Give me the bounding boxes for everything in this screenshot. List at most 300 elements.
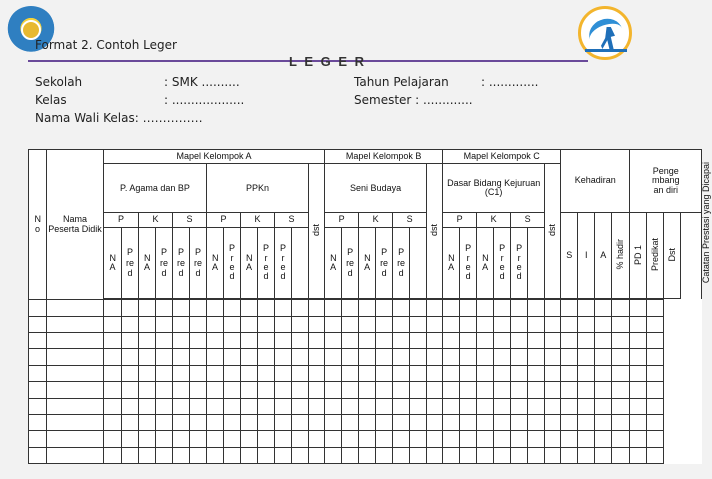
table-cell[interactable] [545, 431, 561, 447]
table-cell[interactable] [528, 316, 545, 332]
table-cell[interactable] [275, 447, 292, 463]
table-cell[interactable] [275, 398, 292, 414]
table-cell[interactable] [376, 382, 393, 398]
table-cell[interactable] [190, 431, 207, 447]
table-cell[interactable] [190, 447, 207, 463]
table-cell[interactable] [207, 349, 224, 365]
table-cell[interactable] [139, 316, 156, 332]
table-cell[interactable] [292, 398, 309, 414]
table-cell[interactable] [427, 333, 443, 349]
table-cell[interactable] [156, 333, 173, 349]
table-cell[interactable] [29, 414, 47, 430]
table-cell[interactable] [561, 316, 578, 332]
table-cell[interactable] [494, 365, 511, 381]
table-cell[interactable] [292, 300, 309, 316]
table-cell[interactable] [156, 382, 173, 398]
table-cell[interactable] [241, 300, 258, 316]
table-cell[interactable] [139, 300, 156, 316]
table-cell[interactable] [359, 431, 376, 447]
table-cell[interactable] [630, 447, 647, 463]
table-cell[interactable] [561, 333, 578, 349]
table-cell[interactable] [156, 414, 173, 430]
table-cell[interactable] [595, 365, 612, 381]
table-cell[interactable] [275, 365, 292, 381]
table-cell[interactable] [325, 349, 342, 365]
table-cell[interactable] [156, 300, 173, 316]
table-cell[interactable] [494, 414, 511, 430]
table-cell[interactable] [47, 431, 104, 447]
table-cell[interactable] [359, 365, 376, 381]
table-cell[interactable] [460, 365, 477, 381]
table-cell[interactable] [139, 414, 156, 430]
table-cell[interactable] [528, 300, 545, 316]
table-cell[interactable] [427, 349, 443, 365]
table-cell[interactable] [342, 414, 359, 430]
table-cell[interactable] [47, 349, 104, 365]
table-cell[interactable] [47, 316, 104, 332]
table-cell[interactable] [376, 365, 393, 381]
table-cell[interactable] [224, 333, 241, 349]
table-cell[interactable] [511, 398, 528, 414]
table-cell[interactable] [173, 398, 190, 414]
table-cell[interactable] [477, 382, 494, 398]
table-cell[interactable] [104, 431, 122, 447]
table-cell[interactable] [104, 349, 122, 365]
table-cell[interactable] [612, 398, 630, 414]
table-cell[interactable] [578, 333, 595, 349]
table-cell[interactable] [173, 365, 190, 381]
table-cell[interactable] [460, 398, 477, 414]
table-cell[interactable] [190, 333, 207, 349]
table-cell[interactable] [309, 365, 325, 381]
table-cell[interactable] [190, 398, 207, 414]
table-cell[interactable] [494, 382, 511, 398]
table-cell[interactable] [104, 447, 122, 463]
table-cell[interactable] [612, 382, 630, 398]
table-cell[interactable] [47, 365, 104, 381]
table-cell[interactable] [309, 398, 325, 414]
table-cell[interactable] [545, 414, 561, 430]
table-cell[interactable] [207, 333, 224, 349]
table-cell[interactable] [258, 447, 275, 463]
table-cell[interactable] [173, 349, 190, 365]
table-cell[interactable] [292, 414, 309, 430]
table-cell[interactable] [393, 382, 410, 398]
table-cell[interactable] [29, 398, 47, 414]
table-cell[interactable] [173, 382, 190, 398]
table-cell[interactable] [511, 414, 528, 430]
table-cell[interactable] [309, 431, 325, 447]
table-cell[interactable] [156, 447, 173, 463]
table-cell[interactable] [258, 398, 275, 414]
table-cell[interactable] [376, 414, 393, 430]
table-cell[interactable] [207, 382, 224, 398]
table-cell[interactable] [647, 431, 664, 447]
table-cell[interactable] [630, 365, 647, 381]
table-cell[interactable] [207, 431, 224, 447]
table-cell[interactable] [561, 447, 578, 463]
table-cell[interactable] [477, 316, 494, 332]
table-cell[interactable] [224, 349, 241, 365]
table-cell[interactable] [494, 447, 511, 463]
table-cell[interactable] [511, 431, 528, 447]
table-cell[interactable] [258, 414, 275, 430]
table-cell[interactable] [292, 447, 309, 463]
table-cell[interactable] [443, 316, 460, 332]
table-cell[interactable] [545, 349, 561, 365]
table-cell[interactable] [275, 414, 292, 430]
table-cell[interactable] [630, 382, 647, 398]
table-cell[interactable] [578, 382, 595, 398]
table-cell[interactable] [376, 316, 393, 332]
table-cell[interactable] [258, 365, 275, 381]
table-cell[interactable] [612, 300, 630, 316]
table-cell[interactable] [376, 398, 393, 414]
table-cell[interactable] [630, 316, 647, 332]
table-cell[interactable] [460, 447, 477, 463]
table-cell[interactable] [224, 300, 241, 316]
table-cell[interactable] [139, 365, 156, 381]
table-cell[interactable] [29, 300, 47, 316]
table-cell[interactable] [477, 431, 494, 447]
table-cell[interactable] [309, 300, 325, 316]
table-cell[interactable] [578, 300, 595, 316]
table-cell[interactable] [561, 414, 578, 430]
table-cell[interactable] [173, 447, 190, 463]
table-cell[interactable] [528, 414, 545, 430]
table-cell[interactable] [190, 414, 207, 430]
table-cell[interactable] [494, 431, 511, 447]
table-cell[interactable] [104, 382, 122, 398]
table-cell[interactable] [156, 349, 173, 365]
table-cell[interactable] [595, 349, 612, 365]
table-cell[interactable] [460, 414, 477, 430]
table-cell[interactable] [359, 447, 376, 463]
table-cell[interactable] [29, 431, 47, 447]
table-cell[interactable] [393, 349, 410, 365]
table-cell[interactable] [224, 365, 241, 381]
table-cell[interactable] [325, 398, 342, 414]
table-cell[interactable] [104, 414, 122, 430]
table-cell[interactable] [241, 382, 258, 398]
table-cell[interactable] [545, 398, 561, 414]
table-cell[interactable] [595, 316, 612, 332]
table-cell[interactable] [376, 349, 393, 365]
table-cell[interactable] [139, 431, 156, 447]
table-cell[interactable] [511, 333, 528, 349]
table-cell[interactable] [578, 365, 595, 381]
table-cell[interactable] [275, 316, 292, 332]
table-cell[interactable] [460, 333, 477, 349]
table-cell[interactable] [29, 382, 47, 398]
table-cell[interactable] [647, 349, 664, 365]
table-cell[interactable] [630, 431, 647, 447]
table-cell[interactable] [104, 316, 122, 332]
table-cell[interactable] [376, 333, 393, 349]
table-cell[interactable] [393, 300, 410, 316]
table-cell[interactable] [443, 349, 460, 365]
table-cell[interactable] [561, 398, 578, 414]
table-cell[interactable] [511, 316, 528, 332]
table-cell[interactable] [342, 365, 359, 381]
table-cell[interactable] [647, 333, 664, 349]
table-cell[interactable] [275, 382, 292, 398]
table-cell[interactable] [258, 431, 275, 447]
table-cell[interactable] [477, 365, 494, 381]
table-cell[interactable] [443, 398, 460, 414]
table-cell[interactable] [258, 300, 275, 316]
table-cell[interactable] [578, 431, 595, 447]
table-cell[interactable] [545, 333, 561, 349]
table-cell[interactable] [104, 333, 122, 349]
table-cell[interactable] [460, 382, 477, 398]
table-cell[interactable] [224, 398, 241, 414]
table-cell[interactable] [325, 333, 342, 349]
table-cell[interactable] [647, 300, 664, 316]
table-cell[interactable] [342, 300, 359, 316]
table-cell[interactable] [393, 365, 410, 381]
table-cell[interactable] [647, 382, 664, 398]
table-cell[interactable] [443, 365, 460, 381]
table-cell[interactable] [207, 316, 224, 332]
table-cell[interactable] [595, 414, 612, 430]
table-cell[interactable] [410, 447, 427, 463]
table-cell[interactable] [309, 349, 325, 365]
table-cell[interactable] [190, 300, 207, 316]
table-cell[interactable] [207, 414, 224, 430]
table-cell[interactable] [190, 365, 207, 381]
table-cell[interactable] [325, 431, 342, 447]
table-cell[interactable] [258, 382, 275, 398]
table-cell[interactable] [477, 398, 494, 414]
table-cell[interactable] [156, 316, 173, 332]
table-cell[interactable] [545, 316, 561, 332]
table-cell[interactable] [241, 398, 258, 414]
table-cell[interactable] [224, 447, 241, 463]
table-cell[interactable] [647, 365, 664, 381]
table-cell[interactable] [477, 447, 494, 463]
table-cell[interactable] [258, 333, 275, 349]
table-cell[interactable] [156, 431, 173, 447]
table-cell[interactable] [561, 431, 578, 447]
table-cell[interactable] [173, 431, 190, 447]
table-cell[interactable] [595, 333, 612, 349]
table-cell[interactable] [595, 382, 612, 398]
table-cell[interactable] [528, 382, 545, 398]
table-cell[interactable] [578, 316, 595, 332]
table-cell[interactable] [477, 300, 494, 316]
table-cell[interactable] [427, 300, 443, 316]
table-cell[interactable] [511, 365, 528, 381]
table-cell[interactable] [494, 398, 511, 414]
table-cell[interactable] [325, 365, 342, 381]
table-cell[interactable] [545, 382, 561, 398]
table-cell[interactable] [241, 431, 258, 447]
table-cell[interactable] [47, 382, 104, 398]
table-cell[interactable] [29, 316, 47, 332]
table-cell[interactable] [359, 300, 376, 316]
table-cell[interactable] [122, 300, 139, 316]
table-cell[interactable] [427, 431, 443, 447]
table-cell[interactable] [342, 316, 359, 332]
table-cell[interactable] [410, 333, 427, 349]
table-cell[interactable] [241, 333, 258, 349]
table-cell[interactable] [460, 431, 477, 447]
table-cell[interactable] [528, 333, 545, 349]
table-cell[interactable] [443, 447, 460, 463]
table-cell[interactable] [561, 365, 578, 381]
table-cell[interactable] [173, 333, 190, 349]
table-cell[interactable] [393, 414, 410, 430]
table-cell[interactable] [511, 447, 528, 463]
table-cell[interactable] [612, 316, 630, 332]
table-cell[interactable] [545, 365, 561, 381]
table-cell[interactable] [190, 316, 207, 332]
table-cell[interactable] [47, 300, 104, 316]
table-cell[interactable] [578, 447, 595, 463]
table-cell[interactable] [241, 414, 258, 430]
table-cell[interactable] [342, 333, 359, 349]
table-cell[interactable] [224, 431, 241, 447]
table-cell[interactable] [460, 349, 477, 365]
table-cell[interactable] [325, 300, 342, 316]
table-cell[interactable] [47, 447, 104, 463]
table-cell[interactable] [224, 382, 241, 398]
table-cell[interactable] [139, 398, 156, 414]
table-cell[interactable] [545, 300, 561, 316]
table-cell[interactable] [630, 333, 647, 349]
table-cell[interactable] [224, 414, 241, 430]
table-cell[interactable] [477, 333, 494, 349]
table-cell[interactable] [207, 447, 224, 463]
table-cell[interactable] [578, 349, 595, 365]
table-cell[interactable] [612, 349, 630, 365]
table-cell[interactable] [47, 414, 104, 430]
table-cell[interactable] [292, 333, 309, 349]
table-cell[interactable] [258, 316, 275, 332]
table-cell[interactable] [122, 316, 139, 332]
table-cell[interactable] [190, 382, 207, 398]
table-cell[interactable] [612, 333, 630, 349]
table-cell[interactable] [612, 365, 630, 381]
table-cell[interactable] [443, 431, 460, 447]
table-cell[interactable] [630, 398, 647, 414]
table-cell[interactable] [104, 300, 122, 316]
table-cell[interactable] [427, 398, 443, 414]
table-cell[interactable] [612, 431, 630, 447]
table-cell[interactable] [427, 365, 443, 381]
table-cell[interactable] [122, 431, 139, 447]
table-cell[interactable] [104, 365, 122, 381]
table-cell[interactable] [309, 414, 325, 430]
table-cell[interactable] [647, 316, 664, 332]
table-cell[interactable] [647, 414, 664, 430]
table-cell[interactable] [173, 300, 190, 316]
table-cell[interactable] [410, 349, 427, 365]
table-cell[interactable] [376, 447, 393, 463]
table-cell[interactable] [292, 349, 309, 365]
table-cell[interactable] [275, 349, 292, 365]
table-cell[interactable] [359, 382, 376, 398]
table-cell[interactable] [241, 447, 258, 463]
table-cell[interactable] [122, 414, 139, 430]
table-cell[interactable] [494, 300, 511, 316]
table-cell[interactable] [647, 398, 664, 414]
table-cell[interactable] [410, 382, 427, 398]
table-cell[interactable] [528, 398, 545, 414]
table-cell[interactable] [292, 431, 309, 447]
table-cell[interactable] [443, 300, 460, 316]
table-cell[interactable] [29, 365, 47, 381]
table-cell[interactable] [427, 414, 443, 430]
table-cell[interactable] [460, 316, 477, 332]
table-cell[interactable] [122, 333, 139, 349]
table-cell[interactable] [595, 447, 612, 463]
table-cell[interactable] [156, 398, 173, 414]
table-cell[interactable] [292, 365, 309, 381]
table-cell[interactable] [528, 447, 545, 463]
table-cell[interactable] [494, 333, 511, 349]
table-cell[interactable] [477, 349, 494, 365]
table-cell[interactable] [561, 382, 578, 398]
table-cell[interactable] [393, 447, 410, 463]
table-cell[interactable] [511, 382, 528, 398]
table-cell[interactable] [224, 316, 241, 332]
table-cell[interactable] [376, 300, 393, 316]
table-cell[interactable] [104, 398, 122, 414]
table-cell[interactable] [342, 431, 359, 447]
table-cell[interactable] [342, 447, 359, 463]
table-cell[interactable] [139, 382, 156, 398]
table-cell[interactable] [612, 414, 630, 430]
table-cell[interactable] [578, 398, 595, 414]
table-cell[interactable] [494, 316, 511, 332]
table-cell[interactable] [443, 414, 460, 430]
table-cell[interactable] [122, 349, 139, 365]
table-cell[interactable] [359, 316, 376, 332]
table-cell[interactable] [410, 414, 427, 430]
table-cell[interactable] [325, 316, 342, 332]
table-cell[interactable] [325, 382, 342, 398]
table-cell[interactable] [494, 349, 511, 365]
table-cell[interactable] [29, 349, 47, 365]
table-cell[interactable] [427, 447, 443, 463]
table-cell[interactable] [359, 333, 376, 349]
table-cell[interactable] [258, 349, 275, 365]
table-cell[interactable] [630, 414, 647, 430]
table-cell[interactable] [376, 431, 393, 447]
table-cell[interactable] [342, 398, 359, 414]
table-cell[interactable] [427, 382, 443, 398]
table-cell[interactable] [47, 333, 104, 349]
table-cell[interactable] [528, 431, 545, 447]
table-cell[interactable] [275, 333, 292, 349]
table-cell[interactable] [427, 316, 443, 332]
table-cell[interactable] [410, 398, 427, 414]
table-cell[interactable] [325, 414, 342, 430]
table-cell[interactable] [359, 398, 376, 414]
table-cell[interactable] [122, 398, 139, 414]
table-cell[interactable] [207, 365, 224, 381]
table-cell[interactable] [393, 316, 410, 332]
table-cell[interactable] [173, 414, 190, 430]
table-cell[interactable] [325, 447, 342, 463]
table-cell[interactable] [29, 333, 47, 349]
table-cell[interactable] [292, 316, 309, 332]
table-cell[interactable] [122, 382, 139, 398]
table-cell[interactable] [292, 382, 309, 398]
table-cell[interactable] [630, 300, 647, 316]
